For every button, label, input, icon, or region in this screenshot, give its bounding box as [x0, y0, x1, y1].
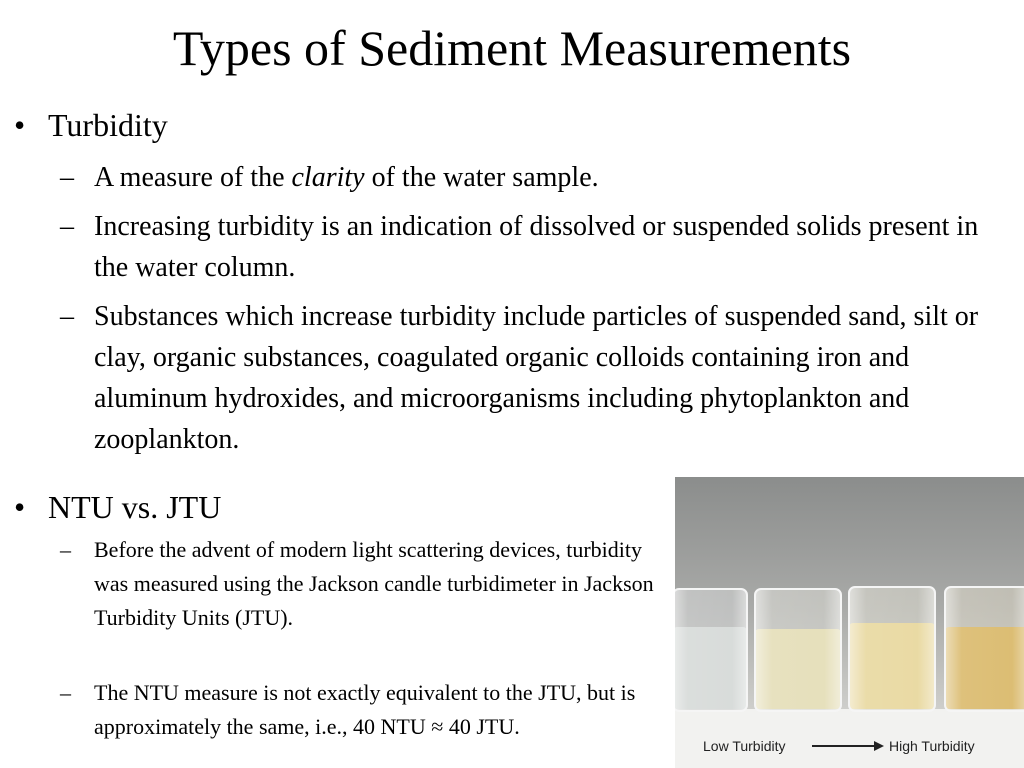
emphasis-clarity: clarity [291, 162, 365, 193]
slide-title: Types of Sediment Measurements [172, 20, 852, 76]
dash-marker: – [60, 680, 71, 705]
bullet-label: Turbidity [48, 107, 168, 143]
dash-marker: – [60, 301, 74, 332]
bullet-dot: • [14, 489, 26, 525]
caption-low: Low Turbidity [703, 738, 786, 754]
dash-marker: – [60, 211, 74, 242]
bullet-dot: • [14, 107, 26, 143]
sub-item-text: Substances which increase turbidity include particles of suspended sand, silt or clay, organic substances, coagulated organic colloids containing iron and aluminum hydroxides, and microorganisms including phytoplankton and zooplankton. [94, 301, 979, 455]
bullet-label: NTU vs. JTU [48, 489, 222, 525]
turbidity-beakers-photo [675, 477, 1024, 768]
sub-item-text: Increasing turbidity is an indication of dissolved or suspended solids present in the water column. [94, 211, 979, 283]
beaker-3 [849, 587, 935, 711]
sub-item-text: The NTU measure is not exactly equivalent to the JTU, but is approximately the same, i.e., 40 NTU ≈ 40 JTU. [94, 680, 636, 739]
beaker-1 [675, 589, 747, 711]
beaker-2 [755, 589, 841, 711]
beaker-4 [945, 587, 1024, 711]
sub-item-text: Before the advent of modern light scattering devices, turbidity was measured using the Jackson candle turbidimeter in Jackson Turbidity Units (JTU). [94, 537, 654, 630]
dash-marker: – [60, 162, 74, 193]
caption-high: High Turbidity [889, 738, 975, 754]
sub-item-text: A measure of the clarity of the water sample. [94, 162, 599, 193]
dash-marker: – [60, 537, 71, 562]
